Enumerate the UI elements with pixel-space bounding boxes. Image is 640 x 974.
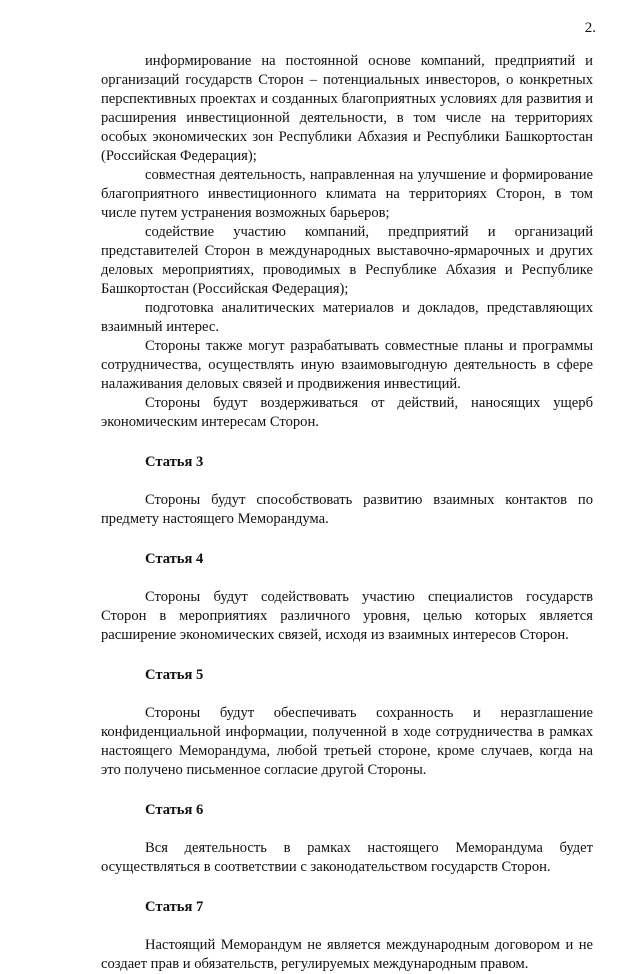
article-heading: Статья 5 [145,667,204,683]
paragraph: Стороны будут воздерживаться от действий, наносящих ущерб экономическим интересам Сторон. [101,395,593,430]
article-heading: Статья 4 [145,551,204,567]
page-number: 2. [584,20,596,36]
article-text: Стороны будут обеспечивать сохранность и неразглашение конфиденциальной информации, полученной в ходе сотрудничества в рамках настоящего Меморандума, любой третьей стороне, кроме случаев, когда на это получено письменное согласие другой Стороны. [101,705,593,778]
article-text: Настоящий Меморандум не является международным договором и не создает прав и обязательств, регулируемых международным правом. [101,937,593,972]
article-text: Вся деятельность в рамках настоящего Меморандума будет осуществляться в соответствии с законодательством государств Сторон. [101,840,593,875]
article-text: Стороны будут способствовать развитию взаимных контактов по предмету настоящего Меморандума. [101,492,593,527]
article-heading: Статья 7 [145,899,204,915]
paragraph: содействие участию компаний, предприятий и организаций представителей Сторон в международных выставочно-ярмарочных и других деловых мероприятиях, проводимых в Республике Абхазия и Республике Башкортостан (Российская Федерация); [101,224,593,297]
article-heading: Статья 3 [145,454,204,470]
paragraph: совместная деятельность, направленная на улучшение и формирование благоприятного инвестиционного климата на территориях Сторон, в том числе путем устранения возможных барьеров; [101,167,593,221]
paragraph: подготовка аналитических материалов и докладов, представляющих взаимный интерес. [101,300,593,335]
paragraph: Стороны также могут разрабатывать совместные планы и программы сотрудничества, осуществлять иную взаимовыгодную деятельность в сфере налаживания деловых связей и продвижения инвестиций. [101,338,593,392]
article-heading: Статья 6 [145,802,204,818]
article-text: Стороны будут содействовать участию специалистов государств Сторон в мероприятиях различного уровня, целью которых является расширение экономических связей, исходя из взаимных интересов Сторон. [101,589,593,643]
document-body [101,52,593,974]
paragraph: информирование на постоянной основе компаний, предприятий и организаций государств Сторон – потенциальных инвесторов, о конкретных перспективных проектах и созданных благоприятных условиях для развития и расширения инвестиционной деятельности, в том числе на территориях особых экономических зон Республики Абхазия и Республики Башкортостан (Российская Федерация); [101,53,593,164]
